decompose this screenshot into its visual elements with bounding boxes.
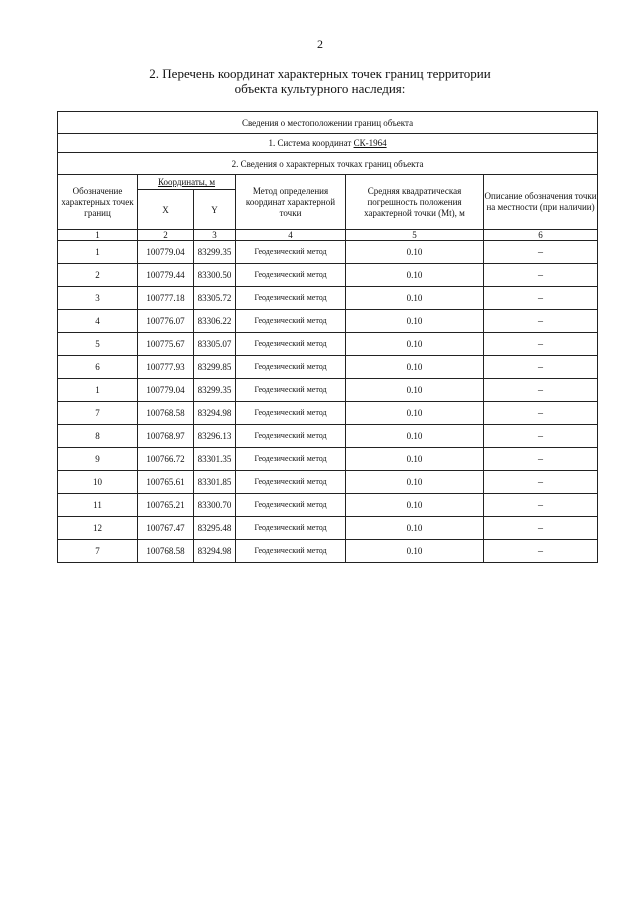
- x-cell: [138, 241, 194, 264]
- description-cell: [484, 241, 598, 264]
- point-cell-text: 9: [95, 454, 100, 464]
- error-cell-text: 0.10: [406, 385, 423, 395]
- method-cell-text: Геодезический метод: [254, 362, 327, 371]
- document-heading: [0, 66, 640, 96]
- table-row: [58, 448, 598, 471]
- method-cell: [236, 379, 346, 402]
- y-cell-text: 83300.50: [197, 270, 232, 280]
- heading-line-1: 2. Перечень координат характерных точек границ территории: [149, 66, 491, 81]
- error-cell-text: 0.10: [406, 500, 423, 510]
- header-coordinates: Координаты, м: [138, 175, 236, 190]
- description-cell-text: –: [538, 269, 544, 281]
- description-cell-text: –: [538, 407, 544, 419]
- x-cell-text: 100779.04: [146, 247, 185, 257]
- y-cell-text: 83301.85: [197, 477, 232, 487]
- method-cell-text: Геодезический метод: [254, 546, 327, 555]
- description-cell-text: –: [538, 361, 544, 373]
- method-cell: [236, 402, 346, 425]
- y-cell: [194, 356, 236, 379]
- y-cell-text: 83299.35: [197, 247, 232, 257]
- description-cell-text: –: [538, 545, 544, 557]
- x-cell: [138, 264, 194, 287]
- description-cell-text: –: [538, 430, 544, 442]
- method-cell-text: Геодезический метод: [254, 454, 327, 463]
- error-cell: [346, 241, 484, 264]
- point-cell-text: 7: [95, 408, 100, 418]
- description-cell-text: –: [538, 292, 544, 304]
- x-cell-text: 100765.61: [146, 477, 185, 487]
- y-cell: [194, 448, 236, 471]
- y-cell-text: 83301.35: [197, 454, 232, 464]
- point-cell: [58, 310, 138, 333]
- description-cell-text: –: [538, 453, 544, 465]
- table-row: [58, 287, 598, 310]
- y-cell-text: 83299.35: [197, 385, 232, 395]
- method-cell-text: Геодезический метод: [254, 339, 327, 348]
- error-cell: [346, 402, 484, 425]
- description-cell: [484, 356, 598, 379]
- point-cell-text: 1: [95, 247, 100, 257]
- error-cell: [346, 517, 484, 540]
- column-number: 2: [138, 230, 194, 241]
- description-cell: [484, 494, 598, 517]
- x-cell-text: 100779.04: [146, 385, 185, 395]
- error-cell: [346, 379, 484, 402]
- description-cell: [484, 471, 598, 494]
- point-cell-text: 10: [93, 477, 102, 487]
- point-cell: [58, 425, 138, 448]
- method-cell: [236, 494, 346, 517]
- column-number: 5: [346, 230, 484, 241]
- description-cell: [484, 448, 598, 471]
- point-cell: [58, 264, 138, 287]
- error-cell-text: 0.10: [406, 316, 423, 326]
- y-cell: [194, 425, 236, 448]
- header-designation: Обозначение характерных точек границ: [58, 175, 138, 230]
- x-cell: [138, 310, 194, 333]
- x-cell-text: 100775.67: [146, 339, 185, 349]
- point-cell-text: 3: [95, 293, 100, 303]
- description-cell-text: –: [538, 384, 544, 396]
- description-cell: [484, 517, 598, 540]
- method-cell-text: Геодезический метод: [254, 316, 327, 325]
- y-cell: [194, 333, 236, 356]
- x-cell-text: 100776.07: [146, 316, 185, 326]
- table-row: [58, 494, 598, 517]
- column-numbers-row: [58, 230, 598, 241]
- point-cell-text: 1: [95, 385, 100, 395]
- y-cell: [194, 241, 236, 264]
- x-cell-text: 100768.97: [146, 431, 185, 441]
- x-cell-text: 100779.44: [146, 270, 185, 280]
- description-cell-text: –: [538, 522, 544, 534]
- table-title: Сведения о местоположении границ объекта: [58, 112, 598, 134]
- method-cell: [236, 310, 346, 333]
- method-cell-text: Геодезический метод: [254, 431, 327, 440]
- error-cell-text: 0.10: [406, 362, 423, 372]
- y-cell: [194, 264, 236, 287]
- point-cell-text: 6: [95, 362, 100, 372]
- x-cell: [138, 402, 194, 425]
- heading-line-2: объекта культурного наследия:: [234, 81, 406, 96]
- table-row: [58, 333, 598, 356]
- error-cell-text: 0.10: [406, 339, 423, 349]
- point-cell: [58, 379, 138, 402]
- point-cell: [58, 494, 138, 517]
- y-cell: [194, 494, 236, 517]
- description-cell: [484, 310, 598, 333]
- description-cell-text: –: [538, 338, 544, 350]
- point-cell: [58, 540, 138, 563]
- point-cell: [58, 471, 138, 494]
- column-number: 1: [58, 230, 138, 241]
- x-cell: [138, 517, 194, 540]
- column-number: 4: [236, 230, 346, 241]
- x-cell-text: 100777.93: [146, 362, 185, 372]
- error-cell: [346, 494, 484, 517]
- y-cell-text: 83300.70: [197, 500, 232, 510]
- y-cell-text: 83305.72: [197, 293, 232, 303]
- coordinate-system: [58, 134, 598, 153]
- table-row: [58, 356, 598, 379]
- x-cell: [138, 540, 194, 563]
- x-cell: [138, 494, 194, 517]
- method-cell: [236, 264, 346, 287]
- y-cell: [194, 540, 236, 563]
- table-row: [58, 540, 598, 563]
- method-cell: [236, 333, 346, 356]
- x-cell: [138, 287, 194, 310]
- x-cell-text: 100767.47: [146, 523, 185, 533]
- method-cell: [236, 448, 346, 471]
- error-cell: [346, 310, 484, 333]
- description-cell: [484, 402, 598, 425]
- coordinate-system-name: СК-1964: [353, 138, 387, 148]
- error-cell: [346, 264, 484, 287]
- x-cell-text: 100766.72: [146, 454, 185, 464]
- error-cell: [346, 471, 484, 494]
- y-cell-text: 83295.48: [197, 523, 232, 533]
- y-cell: [194, 402, 236, 425]
- method-cell-text: Геодезический метод: [254, 500, 327, 509]
- header-error: Средняя квадратическая погрешность положения характерной точки (Mt), м: [346, 175, 484, 230]
- point-cell-text: 5: [95, 339, 100, 349]
- y-cell-text: 83306.22: [197, 316, 232, 326]
- method-cell-text: Геодезический метод: [254, 477, 327, 486]
- header-description: Описание обозначения точки на местности (при наличии): [484, 175, 598, 230]
- x-cell: [138, 425, 194, 448]
- point-cell-text: 8: [95, 431, 100, 441]
- method-cell: [236, 471, 346, 494]
- method-cell: [236, 356, 346, 379]
- y-cell: [194, 379, 236, 402]
- y-cell-text: 83296.13: [197, 431, 232, 441]
- description-cell: [484, 379, 598, 402]
- description-cell-text: –: [538, 246, 544, 258]
- page-number: 2: [317, 37, 323, 51]
- method-cell-text: Геодезический метод: [254, 270, 327, 279]
- table-row: [58, 264, 598, 287]
- error-cell: [346, 356, 484, 379]
- point-cell-text: 2: [95, 270, 100, 280]
- method-cell: [236, 241, 346, 264]
- x-cell-text: 100777.18: [146, 293, 185, 303]
- x-cell: [138, 333, 194, 356]
- point-cell: [58, 333, 138, 356]
- x-cell: [138, 448, 194, 471]
- x-cell-text: 100768.58: [146, 546, 185, 556]
- coordinate-system-label: 1. Система координат: [268, 138, 354, 148]
- column-number: 3: [194, 230, 236, 241]
- error-cell: [346, 287, 484, 310]
- y-cell: [194, 517, 236, 540]
- y-cell-text: 83305.07: [197, 339, 232, 349]
- x-cell-text: 100765.21: [146, 500, 185, 510]
- method-cell: [236, 517, 346, 540]
- y-cell: [194, 310, 236, 333]
- table-row: [58, 517, 598, 540]
- method-cell-text: Геодезический метод: [254, 408, 327, 417]
- error-cell-text: 0.10: [406, 523, 423, 533]
- point-cell: [58, 517, 138, 540]
- error-cell-text: 0.10: [406, 247, 423, 257]
- table-row: [58, 310, 598, 333]
- error-cell: [346, 540, 484, 563]
- header-y: Y: [194, 190, 236, 230]
- description-cell: [484, 425, 598, 448]
- method-cell-text: Геодезический метод: [254, 247, 327, 256]
- column-number: 6: [484, 230, 598, 241]
- point-cell: [58, 287, 138, 310]
- point-cell: [58, 356, 138, 379]
- description-cell-text: –: [538, 315, 544, 327]
- error-cell-text: 0.10: [406, 270, 423, 280]
- points-section-title: 2. Сведения о характерных точках границ объекта: [58, 153, 598, 175]
- x-cell: [138, 356, 194, 379]
- error-cell-text: 0.10: [406, 408, 423, 418]
- header-x: X: [138, 190, 194, 230]
- method-cell: [236, 287, 346, 310]
- description-cell: [484, 333, 598, 356]
- point-cell: [58, 402, 138, 425]
- method-cell: [236, 425, 346, 448]
- y-cell: [194, 471, 236, 494]
- error-cell: [346, 333, 484, 356]
- description-cell: [484, 540, 598, 563]
- description-cell-text: –: [538, 499, 544, 511]
- error-cell: [346, 425, 484, 448]
- table-row: [58, 471, 598, 494]
- header-method: Метод определения координат характерной точки: [236, 175, 346, 230]
- description-cell: [484, 287, 598, 310]
- error-cell-text: 0.10: [406, 293, 423, 303]
- y-cell-text: 83294.98: [197, 546, 232, 556]
- method-cell-text: Геодезический метод: [254, 293, 327, 302]
- description-cell: [484, 264, 598, 287]
- table-row: [58, 379, 598, 402]
- error-cell-text: 0.10: [406, 477, 423, 487]
- point-cell: [58, 448, 138, 471]
- x-cell: [138, 379, 194, 402]
- method-cell: [236, 540, 346, 563]
- y-cell-text: 83294.98: [197, 408, 232, 418]
- y-cell: [194, 287, 236, 310]
- error-cell-text: 0.10: [406, 431, 423, 441]
- description-cell-text: –: [538, 476, 544, 488]
- point-cell-text: 7: [95, 546, 100, 556]
- method-cell-text: Геодезический метод: [254, 523, 327, 532]
- error-cell-text: 0.10: [406, 454, 423, 464]
- point-cell: [58, 241, 138, 264]
- table-row: [58, 402, 598, 425]
- point-cell-text: 12: [93, 523, 102, 533]
- x-cell-text: 100768.58: [146, 408, 185, 418]
- table-row: [58, 241, 598, 264]
- method-cell-text: Геодезический метод: [254, 385, 327, 394]
- point-cell-text: 4: [95, 316, 100, 326]
- error-cell: [346, 448, 484, 471]
- error-cell-text: 0.10: [406, 546, 423, 556]
- x-cell: [138, 471, 194, 494]
- point-cell-text: 11: [93, 500, 102, 510]
- coordinates-table: [57, 111, 598, 563]
- table-row: [58, 425, 598, 448]
- y-cell-text: 83299.85: [197, 362, 232, 372]
